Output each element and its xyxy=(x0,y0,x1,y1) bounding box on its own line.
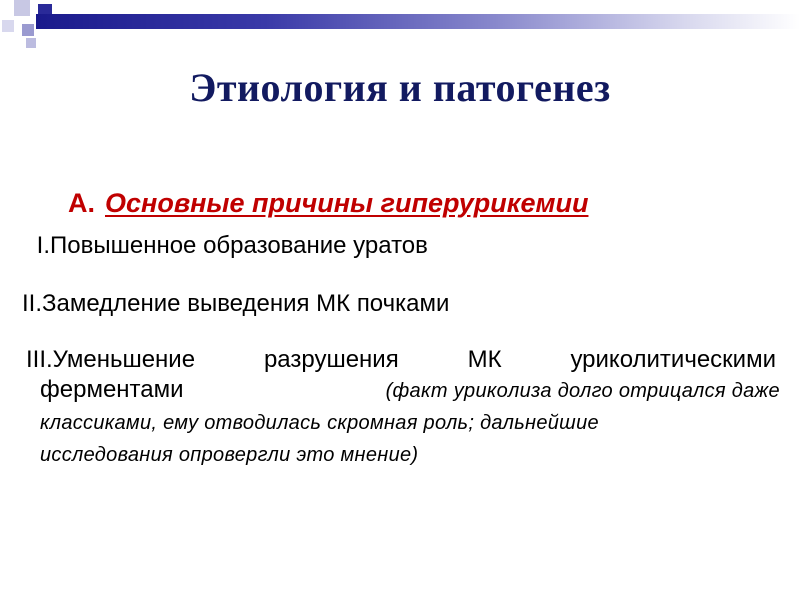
deco-square xyxy=(2,20,14,32)
list-item xyxy=(8,290,449,318)
list-item-word: разрушения xyxy=(263,346,399,373)
list-item xyxy=(26,346,780,471)
slide-title: Этиология и патогенез xyxy=(189,65,611,110)
list-item-text: ферментами xyxy=(40,376,184,403)
list-item-note: (факт урикoлиза долго отрицался даже xyxy=(385,380,780,402)
section-marker: А. xyxy=(68,188,95,218)
deco-square xyxy=(22,24,34,36)
list-item-note: классиками, ему отводилась скромная роль; дальнейшие xyxy=(40,412,599,434)
list-item-word: уриколитическими xyxy=(570,346,776,373)
list-item-note: исследования опровергли это мнение) xyxy=(40,444,419,466)
list-item-number-word xyxy=(26,346,195,374)
list-item-continuation xyxy=(40,374,780,471)
deco-square xyxy=(14,0,30,16)
list-item-text: Повышенное образование уратов xyxy=(50,232,428,259)
list-item xyxy=(20,232,428,260)
section-heading xyxy=(68,188,588,219)
list-item-number: III. xyxy=(26,346,53,373)
list-item-word: Уменьшение xyxy=(52,346,196,373)
header-gradient-bar xyxy=(36,14,800,29)
list-item-word: МК xyxy=(467,346,502,373)
list-item-number: II. xyxy=(21,290,42,317)
deco-square xyxy=(26,38,36,48)
list-item-text: Замедление выведения МК почками xyxy=(42,290,450,317)
list-item-number: I. xyxy=(36,232,50,259)
section-heading-text: Основные причины гиперурикемии xyxy=(105,188,589,218)
